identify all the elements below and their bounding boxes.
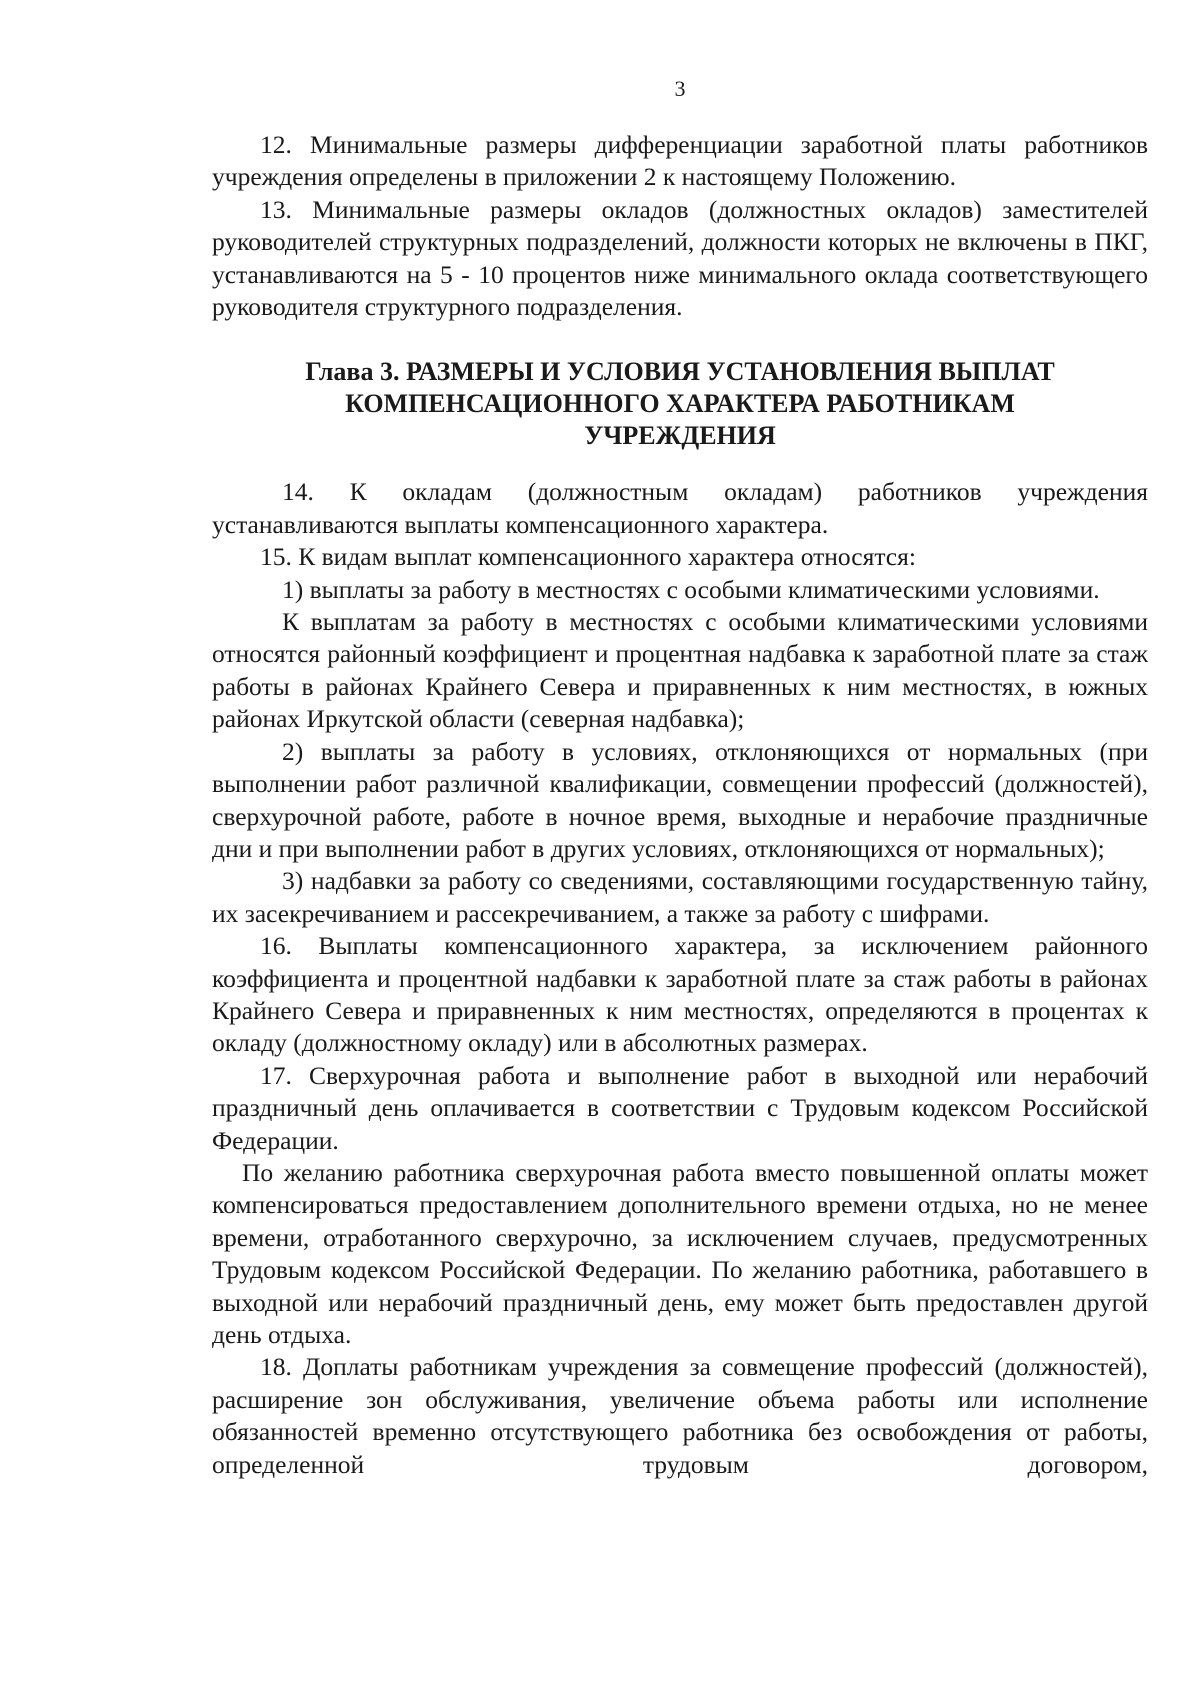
paragraph-17: 17. Сверхурочная работа и выполнение работ в выходной или нерабочий праздничный день оплачивается в соответствии с Трудовым кодексом Российской Федерации. <box>212 1060 1148 1155</box>
list-item-1: 1) выплаты за работу в местностях с особыми климатическими условиями. <box>282 574 1100 604</box>
paragraph-overtime-compensation: По желанию работника сверхурочная работа вместо повышенной оплаты может компенсироваться предоставлением дополнительного времени отдыха, но не менее времени, отработанного сверхурочно, за исключением случаев, предусмотренных Трудовым кодексом Российской Федерации. По желанию работника, работавшего в выходной или нерабочий праздничный день, ему может быть предоставлен другой день отдыха. <box>212 1157 1148 1349</box>
paragraph-18: 18. Доплаты работникам учреждения за совмещение профессий (должностей), расширение зон обслуживания, увеличение объема работы или исполнение обязанностей временно отсутствующего работника без освобождения от работы, определенной трудовым договором, <box>212 1352 1148 1479</box>
list-item-3: 3) надбавки за работу со сведениями, составляющими государственную тайну, их засекречиванием и рассекречиванием, а также за работу с шифрами. <box>212 866 1148 928</box>
chapter-heading <box>212 356 1148 452</box>
paragraph-12: 12. Минимальные размеры дифференциации заработной платы работников учреждения определены в приложении 2 к настоящему Положению. <box>212 130 1148 192</box>
chapter-heading-line-1: Глава 3. РАЗМЕРЫ И УСЛОВИЯ УСТАНОВЛЕНИЯ ВЫПЛАТ <box>305 357 1055 387</box>
paragraph-14: 14. К окладам (должностным окладам) работников учреждения устанавливаются выплаты компенсационного характера. <box>212 477 1148 539</box>
document-body <box>212 129 1148 1481</box>
paragraph-16: 16. Выплаты компенсационного характера, за исключением районного коэффициента и процентной надбавки к заработной плате за стаж работы в районах Крайнего Севера и приравненных к ним местностях, определяются в процентах к окладу (должностному окладу) или в абсолютных размерах. <box>212 931 1148 1058</box>
paragraph-15: 15. К видам выплат компенсационного характера относятся: <box>260 542 916 572</box>
list-item-2: 2) выплаты за работу в условиях, отклоняющихся от нормальных (при выполнении работ различной квалификации, совмещении профессий (должностей), сверхурочной работе, работе в ночное время, выходные и нерабочие праздничные дни и при выполнении работ в других условиях, отклоняющихся от нормальных); <box>212 736 1148 863</box>
chapter-heading-line-3: УЧРЕЖДЕНИЯ <box>584 421 776 451</box>
chapter-heading-line-2: КОМПЕНСАЦИОННОГО ХАРАКТЕРА РАБОТНИКАМ <box>345 389 1015 419</box>
paragraph-climatic-payments: К выплатам за работу в местностях с особыми климатическими условиями относятся районный коэффициент и процентная надбавка к заработной плате за стаж работы в районах Крайнего Севера и приравненных к ним местностях, в южных районах Иркутской области (северная надбавка); <box>212 607 1148 734</box>
page-number: 3 <box>674 76 686 101</box>
paragraph-13: 13. Минимальные размеры окладов (должностных окладов) заместителей руководителей структурных подразделений, должности которых не включены в ПКГ, устанавливаются на 5 - 10 процентов ниже минимального оклада соответствующего руководителя структурного подразделения. <box>212 194 1148 322</box>
